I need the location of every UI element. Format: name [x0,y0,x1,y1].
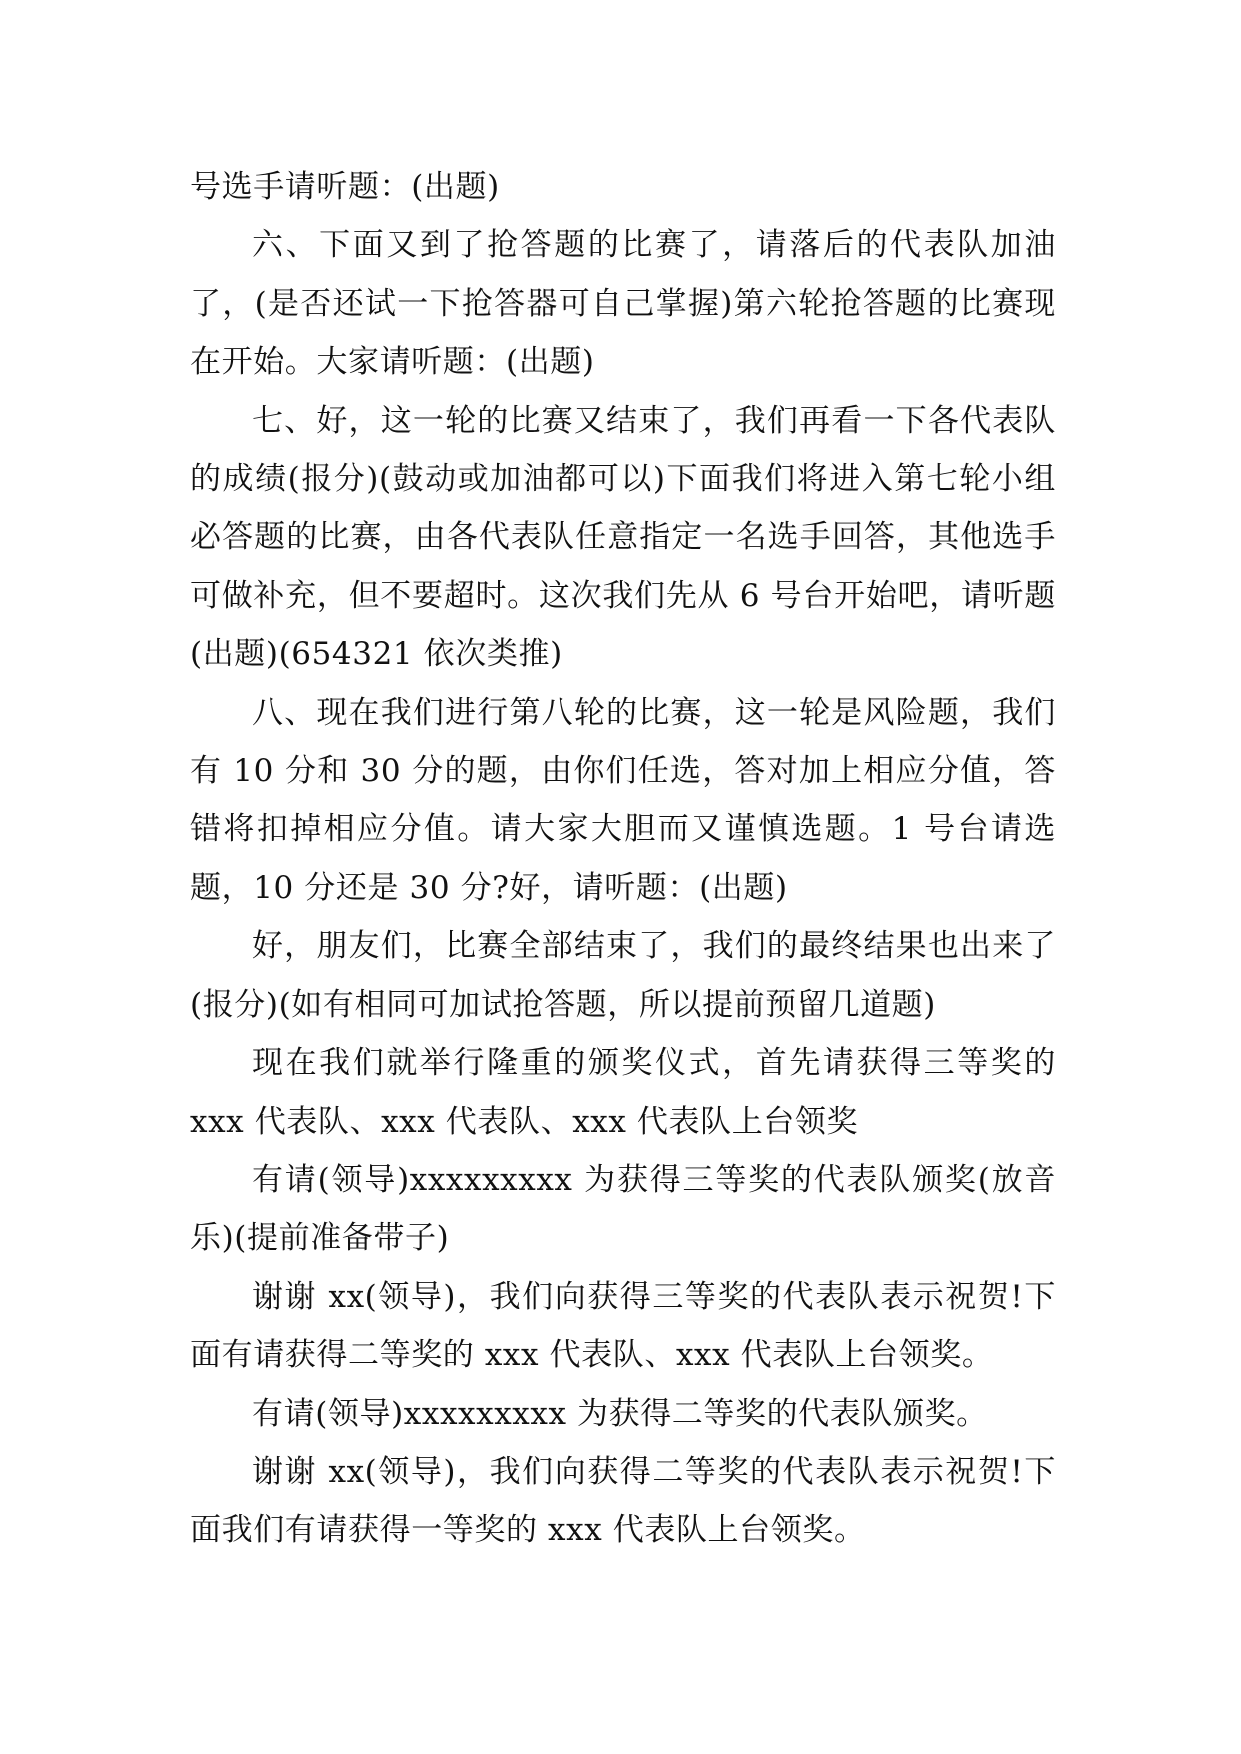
paragraph-1: 号选手请听题：(出题) [190,169,500,205]
paragraph-6: 现在我们就举行隆重的颁奖仪式，首先请获得三等奖的 xxx 代表队、xxx 代表队、xxx 代表队上台领奖 [190,1045,1056,1140]
paragraph-10: 谢谢 xx(领导)，我们向获得二等奖的代表队表示祝贺!下面我们有请获得一等奖的 xxx 代表队上台领奖。 [190,1453,1056,1549]
document-body [190,158,1056,1560]
paragraph-8: 谢谢 xx(领导)，我们向获得三等奖的代表队表示祝贺!下面有请获得二等奖的 xxx 代表队、xxx 代表队上台领奖。 [190,1278,1056,1374]
paragraph-9: 有请(领导)xxxxxxxxx 为获得二等奖的代表队颁奖。 [252,1395,988,1432]
paragraph-3: 七、好，这一轮的比赛又结束了，我们再看一下各代表队的成绩(报分)(鼓动或加油都可以)下面我们将进入第七轮小组必答题的比赛，由各代表队任意指定一名选手回答，其他选手可做补充，但不要超时。这次我们先从 6 号台开始吧，请听题(出题)(654321 依次类推) [190,402,1056,673]
paragraph-7: 有请(领导)xxxxxxxxx 为获得三等奖的代表队颁奖(放音乐)(提前准备带子) [190,1161,1056,1257]
paragraph-2: 六、下面又到了抢答题的比赛了，请落后的代表队加油了，(是否还试一下抢答器可自己掌握)第六轮抢答题的比赛现在开始。大家请听题：(出题) [190,227,1056,381]
paragraph-4: 八、现在我们进行第八轮的比赛，这一轮是风险题，我们有 10 分和 30 分的题，由你们任选，答对加上相应分值，答错将扣掉相应分值。请大家大胆而又谨慎选题。1 号台请选题，10 分还是 30 分?好，请听题：(出题) [190,694,1056,906]
paragraph-5: 好，朋友们，比赛全部结束了，我们的最终结果也出来了(报分)(如有相同可加试抢答题，所以提前预留几道题) [190,928,1056,1023]
